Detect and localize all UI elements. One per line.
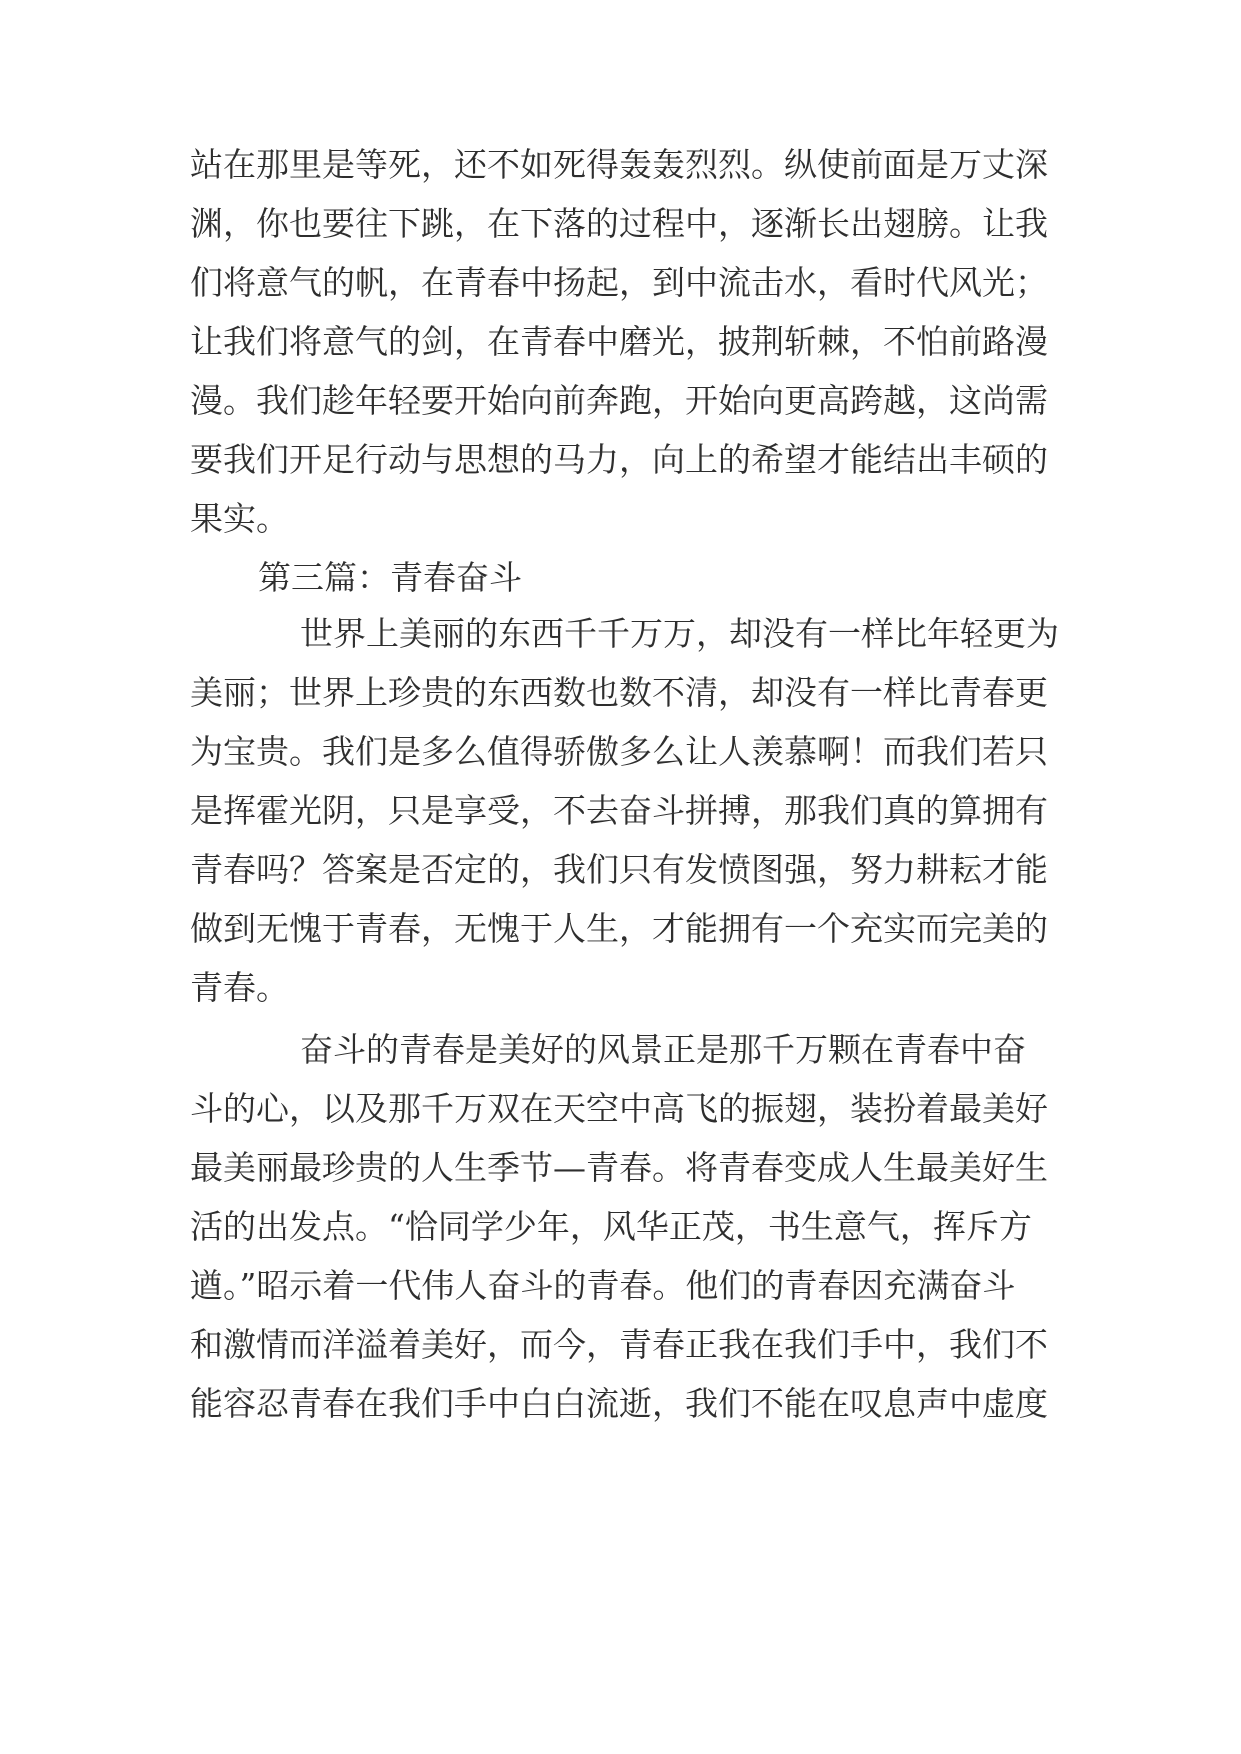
text-line: 让我们将意气的剑，在青春中磨光，披荆斩棘，不怕前路漫 xyxy=(190,322,1048,361)
text-line: 青春吗？答案是否定的，我们只有发愤图强，努力耕耘才能 xyxy=(190,850,1048,889)
text-line: 遒。”昭示着一代伟人奋斗的青春。他们的青春因充满奋斗 xyxy=(190,1266,1016,1305)
text-line: 做到无愧于青春，无愧于人生，才能拥有一个充实而完美的 xyxy=(190,909,1048,948)
text-line: 世界上美丽的东西千千万万，却没有一样比年轻更为 xyxy=(300,614,1059,653)
text-line: 渊，你也要往下跳，在下落的过程中，逐渐长出翅膀。让我 xyxy=(190,204,1048,243)
text-line: 果实。 xyxy=(190,499,289,538)
text-line: 们将意气的帆，在青春中扬起，到中流击水，看时代风光； xyxy=(190,263,1048,302)
text-line: 是挥霍光阴，只是享受，不去奋斗拼搏，那我们真的算拥有 xyxy=(190,791,1048,830)
text-line: 为宝贵。我们是多么值得骄傲多么让人羡慕啊！而我们若只 xyxy=(190,732,1048,771)
text-line: 奋斗的青春是美好的风景正是那千万颗在青春中奋 xyxy=(300,1030,1026,1069)
text-line: 能容忍青春在我们手中白白流逝，我们不能在叹息声中虚度 xyxy=(190,1384,1048,1423)
text-line: 要我们开足行动与思想的马力，向上的希望才能结出丰硕的 xyxy=(190,440,1048,479)
text-line: 青春。 xyxy=(190,968,289,1007)
text-line: 站在那里是等死，还不如死得轰轰烈烈。纵使前面是万丈深 xyxy=(190,145,1048,184)
section-heading: 第三篇：青春奋斗 xyxy=(258,558,522,597)
text-line: 漫。我们趁年轻要开始向前奔跑，开始向更高跨越，这尚需 xyxy=(190,381,1048,420)
text-line: 活的出发点。“恰同学少年，风华正茂，书生意气，挥斥方 xyxy=(190,1207,1032,1246)
text-line: 和激情而洋溢着美好，而今，青春正我在我们手中，我们不 xyxy=(190,1325,1048,1364)
text-line: 斗的心，以及那千万双在天空中高飞的振翅，装扮着最美好 xyxy=(190,1089,1048,1128)
text-line: 最美丽最珍贵的人生季节—青春。将青春变成人生最美好生 xyxy=(190,1148,1048,1187)
text-line: 美丽；世界上珍贵的东西数也数不清，却没有一样比青春更 xyxy=(190,673,1048,712)
